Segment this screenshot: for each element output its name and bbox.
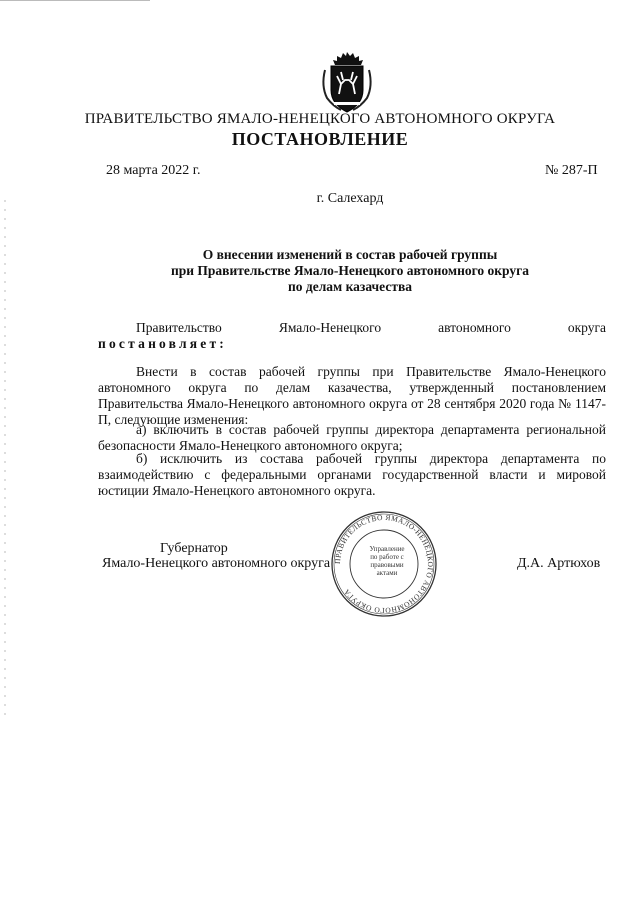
coat-of-arms-icon	[317, 50, 377, 114]
title-line: О внесении изменений в состав рабочей группы	[202, 247, 498, 262]
document-city: г. Салехард	[316, 191, 384, 206]
document-date: 28 марта 2022 г.	[106, 163, 201, 178]
title-line: по делам казачества	[287, 279, 412, 294]
scan-edge-line	[0, 0, 150, 1]
signatory-position: Губернатор	[160, 541, 228, 556]
paragraph-item-a: а) включить в состав рабочей группы директора департамента региональной безопасности Ямало-Ненецкого автономного округа;	[98, 422, 606, 453]
stamp-ring-text: ПРАВИТЕЛЬСТВО ЯМАЛО-НЕНЕЦКОГО АВТОНОМНОГО ОКРУГА	[332, 512, 436, 616]
preamble-word: автономного	[438, 320, 511, 335]
stamp-center-text: Управление по работе с правовыми актами	[369, 545, 405, 577]
preamble-word: Ямало-Ненецкого	[278, 320, 382, 335]
paragraph-item-b: б) исключить из состава рабочей группы директора департамента по взаимодействию с федеральными органами государственной власти и мировой юстиции Ямало-Ненецкого автономного округа.	[98, 451, 606, 498]
document-number: № 287-П	[545, 163, 598, 178]
preamble-line	[98, 320, 606, 336]
document-title	[30, 247, 640, 295]
document-type: ПОСТАНОВЛЕНИЕ	[231, 129, 409, 149]
paragraph-main: Внести в состав рабочей группы при Правительстве Ямало-Ненецкого автономного округа по делам казачества, утвержденный постановлением Правительства Ямало-Ненецкого автономного округа от 28 сентября 2020 года № 1147-П, следующие изменения:	[98, 364, 606, 427]
resolves-word: постановляет:	[98, 336, 227, 351]
scan-margin-marks	[4, 200, 6, 720]
government-name: ПРАВИТЕЛЬСТВО ЯМАЛО-НЕНЕЦКОГО АВТОНОМНОГО ОКРУГА	[84, 111, 556, 127]
preamble-word: Правительство	[136, 320, 222, 335]
preamble-word: округа	[567, 320, 606, 335]
signatory-name: Д.А. Артюхов	[517, 556, 601, 571]
title-line: при Правительстве Ямало-Ненецкого автономного округа	[170, 263, 530, 278]
signatory-organization: Ямало-Ненецкого автономного округа	[102, 556, 331, 571]
